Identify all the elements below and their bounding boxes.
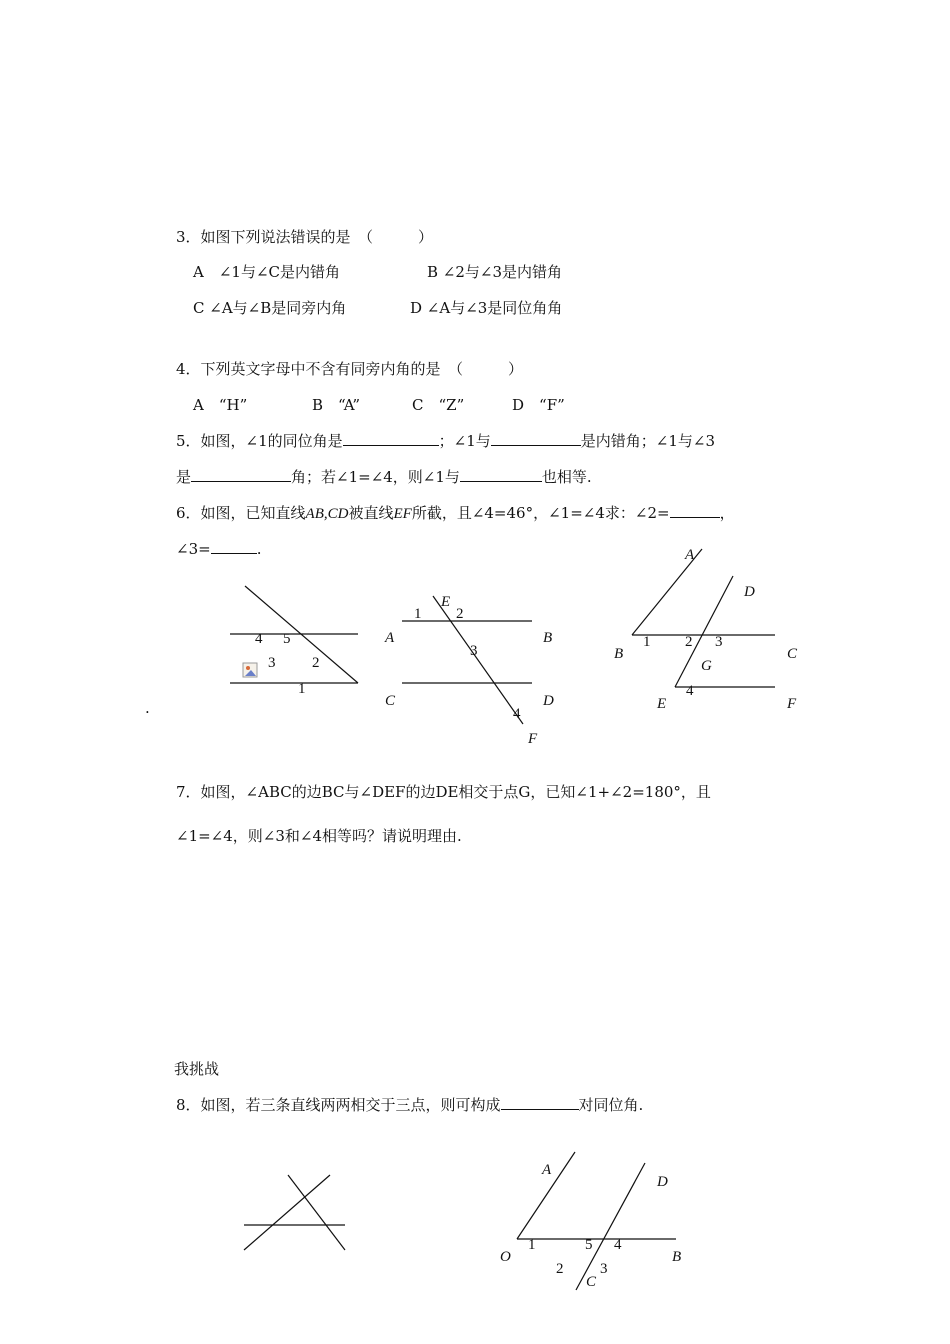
q5-text-4: 是 — [176, 468, 192, 486]
fig2-label-d: D — [543, 693, 554, 709]
fig3-label-1: 1 — [643, 634, 651, 650]
q6-text-6: . — [256, 540, 262, 558]
fig3-label-d: D — [744, 584, 755, 600]
q8-blank[interactable] — [501, 1095, 579, 1110]
q8-text-1: 8．如图，若三条直线两两相交于三点，则可构成 — [176, 1096, 501, 1114]
fig2-label-f: F — [528, 731, 538, 747]
fig3-label-3: 3 — [715, 634, 723, 650]
q5-text-1: 5．如图，∠1的同位角是 — [176, 432, 343, 450]
fig1-label-2: 2 — [312, 655, 320, 671]
fig2-line-ef — [433, 596, 523, 724]
fig5-label-o: O — [500, 1249, 511, 1265]
fig5-label-a: A — [542, 1162, 552, 1178]
q6-lines-ab-cd: AB,CD — [305, 506, 349, 522]
fig1-label-5: 5 — [283, 631, 291, 647]
fig3-label-g: G — [701, 658, 712, 674]
q4-option-d: D “F” — [512, 396, 565, 414]
fig2-label-1: 1 — [414, 606, 422, 622]
fig5-label-b: B — [672, 1249, 682, 1265]
q5-text-5: 角；若∠1=∠4，则∠1与 — [291, 468, 460, 486]
q5-text-2: ；∠1与 — [438, 432, 491, 450]
fig5-label-2: 2 — [556, 1261, 564, 1277]
q4-option-b: B “A” — [312, 396, 361, 414]
q3-option-b: B ∠2与∠3是内错角 — [427, 263, 563, 281]
challenge-title: 我挑战 — [174, 1060, 220, 1078]
fig2-label-e: E — [441, 594, 451, 610]
fig5-label-d: D — [657, 1174, 668, 1190]
fig3-label-e: E — [657, 696, 667, 712]
fig2-label-4: 4 — [513, 706, 521, 722]
q4-stem: 4．下列英文字母中不含有同旁内角的是 （ ） — [176, 360, 524, 378]
figure-1 — [230, 586, 358, 697]
q4-option-c: C “Z” — [412, 396, 465, 414]
fig2-label-b: B — [543, 630, 553, 646]
q6-line-ef: EF — [393, 506, 412, 522]
fig2-label-3: 3 — [470, 643, 478, 659]
fig2-label-a: A — [385, 630, 395, 646]
stray-dot: . — [145, 699, 150, 717]
fig3-label-2: 2 — [685, 634, 693, 650]
q3-option-d: D ∠A与∠3是同位角角 — [410, 299, 563, 317]
fig1-label-1: 1 — [298, 681, 306, 697]
q3-option-a: A ∠1与∠C是内错角 — [193, 263, 340, 281]
figure-2 — [384, 594, 554, 747]
fig1-label-3: 3 — [268, 655, 276, 671]
q4-option-a: A “H” — [193, 396, 248, 414]
q5-text-6: 也相等. — [541, 468, 592, 486]
q7-line1: 7．如图，∠ABC的边BC与∠DEF的边DE相交于点G，已知∠1+∠2=180°，且 — [176, 783, 711, 801]
q8-line — [176, 1095, 643, 1115]
fig3-label-f: F — [787, 696, 797, 712]
fig3-label-4: 4 — [686, 683, 694, 699]
q6-text-5: ∠3= — [176, 540, 211, 558]
fig2-label-c: C — [385, 693, 396, 709]
figure-4 — [244, 1175, 345, 1250]
figure-3 — [614, 547, 798, 712]
q6-text-4: ， — [719, 504, 735, 522]
fig5-label-4: 4 — [614, 1237, 622, 1253]
q3-stem: 3．如图下列说法错误的是 （ ） — [176, 228, 434, 246]
q8-text-2: 对同位角. — [578, 1096, 644, 1114]
fig3-label-b: B — [614, 646, 624, 662]
q6-text-3: 所截，且∠4=46°，∠1=∠4求：∠2= — [411, 504, 670, 522]
q7-line2: ∠1=∠4，则∠3和∠4相等吗？请说明理由. — [176, 827, 462, 845]
fig5-label-1: 1 — [528, 1237, 536, 1253]
fig1-label-4: 4 — [255, 631, 263, 647]
q6-text-1: 6．如图，已知直线 — [176, 504, 306, 522]
figure-5 — [500, 1152, 681, 1290]
q3-option-c: C ∠A与∠B是同旁内角 — [193, 299, 347, 317]
q6-text-2: 被直线 — [348, 504, 394, 522]
fig5-label-c: C — [586, 1274, 597, 1290]
fig3-label-a: A — [685, 547, 695, 563]
q5-text-3: 是内错角；∠1与∠3 — [580, 432, 716, 450]
broken-image-icon — [243, 663, 257, 677]
fig3-label-c: C — [787, 646, 798, 662]
fig2-label-2: 2 — [456, 606, 464, 622]
fig5-line-cd — [576, 1163, 645, 1290]
fig5-label-5: 5 — [585, 1237, 593, 1253]
fig5-label-3: 3 — [600, 1261, 608, 1277]
